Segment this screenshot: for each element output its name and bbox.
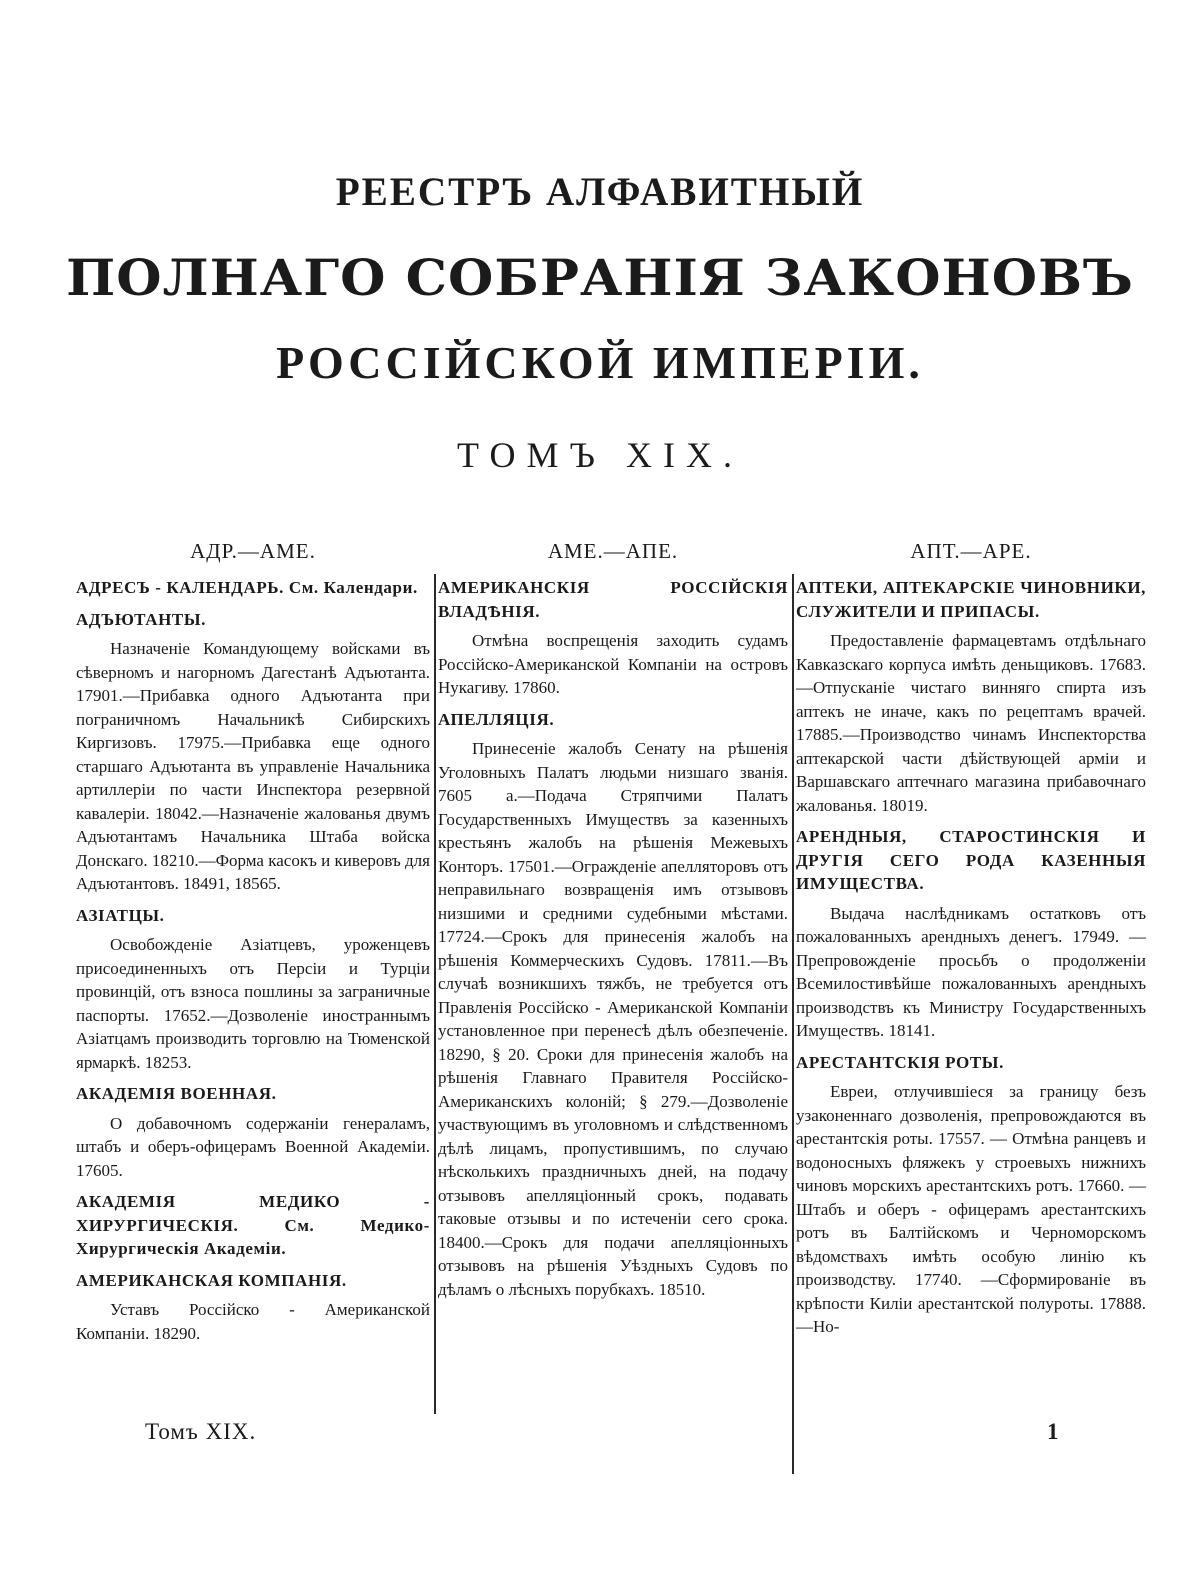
entry-heading: АМЕРИКАНСКАЯ КОМПАНІЯ. (76, 1270, 347, 1290)
index-entry (796, 1051, 1146, 1339)
entry-text: Назначеніе Командующему войсками въ сѣверномъ и нагорномъ Дагестанѣ Адъютанта. 17901.—Прибавка одного Адъютанта при пограничномъ Начальникѣ Сибирскихъ Киргизовъ. 17975.—Прибавка еще одного старшаго Адъютанта въ управленіе Начальника артиллеріи по части Инспектора резервной кавалеріи. 18042.—Назначеніе жалованья двумъ Адъютантамъ Начальника Штаба войска Донскаго. 18210.—Форма касокъ и киверовъ для Адъютантовъ. 18491, 18565. (76, 639, 430, 893)
index-entry (76, 1190, 430, 1261)
entry-heading: АПТЕКИ, АПТЕКАРСКІЕ ЧИНОВНИКИ, СЛУЖИТЕЛИ И ПРИПАСЫ. (796, 578, 1146, 621)
entry-heading: АМЕРИКАНСКІЯ РОССІЙСКІЯ ВЛАДѢНІЯ. (438, 578, 788, 621)
index-entry (796, 825, 1146, 1043)
footer-volume-label: Томъ XIX. (145, 1419, 257, 1444)
column-header: АПТ.—АРЕ. (910, 539, 1032, 563)
index-entry (796, 576, 1146, 817)
entry-text: Евреи, отлучившіеся за границу безъ узаконеннаго дозволенія, препровождаются въ арестантскія роты. 17557. — Отмѣна ранцевъ и водоносныхъ фляжекъ у строевыхъ нижнихъ чиновъ морскихъ арестантскихъ ротъ. 17660. — Штабъ и оберъ - офицерамъ арестантскихъ ротъ въ Балтійскомъ и Черноморскомъ вѣдомствахъ имѣть особую линію къ производству. 17740. —Сформированіе въ крѣпости Киліи арестантской полуроты. 17888.—Но- (796, 1082, 1146, 1336)
column-divider (792, 574, 794, 1474)
entry-heading: АКАДЕМІЯ МЕДИКО - ХИРУРГИЧЕСКІЯ. См. Медико-Хирургическія Академіи. (76, 1192, 430, 1258)
index-entry (438, 708, 788, 1302)
entry-heading: АДЪЮТАНТЫ. (76, 609, 206, 629)
entry-text: Принесеніе жалобъ Сенату на рѣшенія Уголовныхъ Палатъ людьми низшаго званія. 7605 а.—Подача Стряпчими Палатъ Государственныхъ Имуществъ за казенныхъ крестьянъ жалобъ на рѣшенія Межевыхъ Конторъ. 17501.—Огражденіе апелляторовъ отъ неправильнаго возвращенія имъ отзывовъ низшими и средними судебными мѣстами. 17724.—Срокъ для принесенія жалобъ на рѣшенія Коммерческихъ Судовъ. 17811.—Въ случаѣ возникшихъ тяжбъ, не требуется отъ Правленія Россійско - Американской Компаніи установленное при перенесѣ дѣлъ обезпеченіе. 18290, § 20. Сроки для принесенія жалобъ на рѣшенія Главнаго Правителя Россійско-Американскихъ колоній; § 279.—Дозволеніе участвующимъ въ уголовномъ и слѣдственномъ дѣлѣ лицамъ, пропустившимъ, по случаю нѣсколькихъ праздничныхъ дней, на подачу отзывовъ апелляціонный срокъ, подавать таковые отзывы и по истеченіи сего срока. 18400.—Срокъ для подачи апелляціонныхъ отзывовъ на рѣшенія Уѣздныхъ Судовъ по дѣламъ о лѣсныхъ порубкахъ. 18510. (438, 739, 788, 1299)
index-entry (76, 904, 430, 1075)
entry-text: Освобожденіе Азіатцевъ, уроженцевъ присоединенныхъ отъ Персіи и Турціи провинцій, отъ взноса пошлины за заграничные паспорты. 17652.—Дозволеніе иностраннымъ Азіатцамъ производить торговлю на Тюменской ярмаркѣ. 18253. (76, 935, 430, 1072)
entry-text: Уставъ Россійско - Американской Компаніи. 18290. (76, 1300, 430, 1343)
column-1 (76, 540, 430, 1353)
entry-heading: АКАДЕМІЯ ВОЕННАЯ. (76, 1084, 277, 1103)
title-line-2: ПОЛНАГО СОБРАНІЯ ЗАКОНОВЪ (66, 248, 1134, 307)
index-entry (438, 576, 788, 700)
entry-heading: АРЕСТАНТСКІЯ РОТЫ. (796, 1052, 1004, 1072)
column-header: АДР.—АМЕ. (190, 539, 316, 563)
index-entry (76, 576, 430, 600)
title-line-1: РЕЕСТРЪ АЛФАВИТНЫЙ (335, 169, 865, 214)
entry-text: Отмѣна воспрещенія заходить судамъ Россійско-Американской Компаніи на островъ Нукагиву. 17860. (438, 631, 788, 697)
entry-text: Выдача наслѣдникамъ остатковъ отъ пожалованныхъ арендныхъ денегъ. 17949. — Препровожденіе просьбъ о продолженіи Всемилостивѣйше пожалованныхъ арендныхъ производствъ къ Министру Государственныхъ Имуществъ. 18141. (796, 903, 1146, 1040)
entry-heading: АРЕНДНЫЯ, СТАРОСТИНСКІЯ И ДРУГІЯ СЕГО РОДА КАЗЕННЫЯ ИМУЩЕСТВА. (796, 827, 1146, 893)
index-entry (76, 1082, 430, 1182)
column-3 (796, 540, 1146, 1347)
title-line-3: РОССІЙСКОЙ ИМПЕРІИ. (276, 337, 924, 388)
entry-text: О добавочномъ содержаніи генераламъ, штабъ и оберъ-офицерамъ Военной Академіи. 17605. (76, 1113, 430, 1180)
entry-text: Предоставленіе фармацевтамъ отдѣльнаго Кавказскаго корпуса имѣть деньщиковъ. 17683.—Отпусканіе чистаго винняго спирта изъ аптекъ не иначе, какъ по рецептамъ врачей. 17885.—Производство чинамъ Инспекторства аптекарской части дѣйствующей арміи и Варшавскаго аптечнаго магазина прибавочнаго жалованья. 18019. (796, 631, 1146, 815)
column-divider (434, 574, 436, 1414)
column-2 (438, 540, 788, 1309)
entry-heading: АПЕЛЛЯЦІЯ. (438, 709, 555, 729)
column-header: АМЕ.—АПЕ. (547, 539, 679, 563)
volume-heading: ТОМЪ XIX. (457, 435, 743, 475)
entry-heading: АДРЕСЪ - КАЛЕНДАРЬ. См. Календари. (76, 578, 418, 597)
index-entry (76, 1269, 430, 1346)
index-entry (76, 608, 430, 896)
page-number: 1 (1047, 1419, 1059, 1444)
entry-heading: АЗІАТЦЫ. (76, 905, 165, 925)
